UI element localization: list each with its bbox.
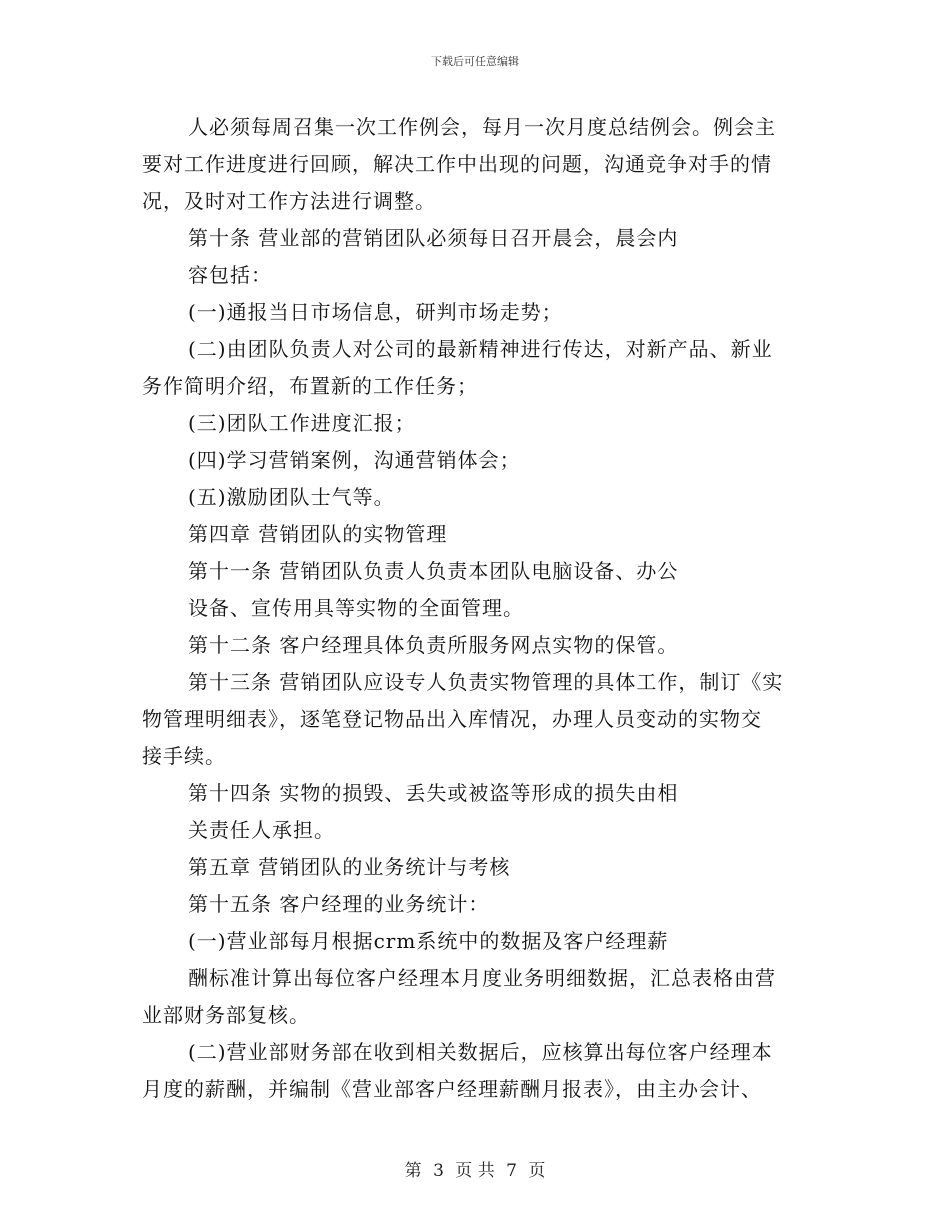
text-line: (一)通报当日市场信息，研判市场走势；	[188, 300, 563, 324]
text-line: (二)由团队负责人对公司的最新精神进行传达，对新产品、新业	[188, 337, 773, 361]
text-line: (三)团队工作进度汇报；	[188, 411, 416, 435]
text-line: 酬标准计算出每位客户经理本月度业务明细数据，汇总表格由营	[188, 966, 776, 990]
text-line: 务作简明介绍，布置新的工作任务；	[142, 374, 478, 398]
footer-prefix: 第	[404, 1161, 422, 1181]
text-line: 况，及时对工作方法进行调整。	[142, 189, 436, 213]
page-header: 下载后可任意编辑	[431, 55, 519, 68]
footer-middle: 页 共	[455, 1161, 495, 1181]
text-line: (五)激励团队士气等。	[188, 485, 395, 509]
text-line: 月度的薪酬，并编制《营业部客户经理薪酬月报表》，由主办会计、	[142, 1077, 762, 1101]
text-line: 设备、宣传用具等实物的全面管理。	[188, 596, 524, 620]
document-body	[142, 109, 812, 1108]
text-line: 接手续。	[142, 744, 226, 768]
text-line: (一)营业部每月根据crm系统中的数据及客户经理薪	[188, 929, 669, 953]
text-line: (四)学习营销案例，沟通营销体会；	[188, 448, 521, 472]
total-pages: 7	[506, 1161, 517, 1181]
text-line: 人必须每周召集一次工作例会，每月一次月度总结例会。例会主	[188, 115, 776, 139]
text-line: 第十四条 实物的损毁、丢失或被盗等形成的损失由相	[188, 781, 679, 805]
text-line: 第十五条 客户经理的业务统计：	[188, 892, 490, 916]
chapter-heading: 第四章 营销团队的实物管理	[188, 522, 448, 546]
text-line: (二)营业部财务部在收到相关数据后，应核算出每位客户经理本	[188, 1040, 773, 1064]
text-line: 业部财务部复核。	[142, 1003, 310, 1027]
text-line: 容包括：	[188, 263, 272, 287]
text-line: 第十三条 营销团队应设专人负责实物管理的具体工作，制订《实	[188, 670, 784, 694]
text-line: 第十条 营业部的营销团队必须每日召开晨会，晨会内	[188, 226, 679, 250]
footer-suffix: 页	[528, 1161, 546, 1181]
text-line: 关责任人承担。	[188, 818, 335, 842]
text-line: 要对工作进度进行回顾，解决工作中出现的问题，沟通竞争对手的情	[142, 152, 772, 176]
text-line: 第十二条 客户经理具体负责所服务网点实物的保管。	[188, 633, 679, 657]
text-line: 第十一条 营销团队负责人负责本团队电脑设备、办公	[188, 559, 679, 583]
page-footer	[0, 1156, 950, 1181]
page-number: 3	[433, 1161, 444, 1181]
chapter-heading: 第五章 营销团队的业务统计与考核	[188, 855, 511, 879]
text-line: 物管理明细表》，逐笔登记物品出入库情况，办理人员变动的实物交	[142, 707, 762, 731]
